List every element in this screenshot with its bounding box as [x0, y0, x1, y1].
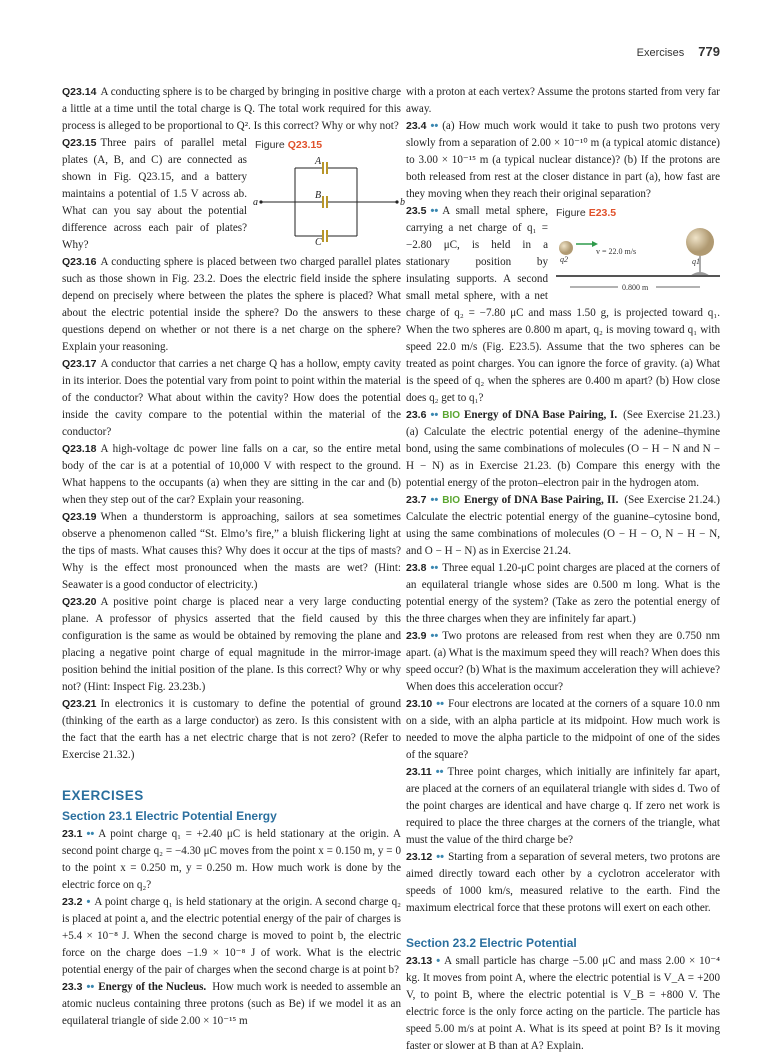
- exercise: [406, 203, 720, 407]
- sphere-q2: [559, 241, 573, 255]
- exercise-text: A small metal sphere, carrying a net charge of q₁ = −2.80 μC, is held in a stationary position by insulating supports. A second small metal sphere, with a net charge of q₂ = −7.80 μC and mass 1.50 g, is projected toward q₁. When the two spheres are 0.800 m apart, q₂ is moving toward q₁ with speed 22.0 m/s (Fig. E23.5). Assume that the two spheres can be treated as point charges. You can ignore the force of gravity. (a) What is the speed of q₂ when the spheres are 0.400 m apart? (b) How close does q₂ get to q₁?: [406, 205, 720, 404]
- circuit-diagram: [255, 154, 405, 246]
- exercise-text: Two protons are released from rest when they are 0.750 nm apart. (a) What is the maximum speed they will reach? When does this speed occur? (b) What is the maximum acceleration they will achieve? When does this acceleration occur?: [406, 630, 720, 693]
- difficulty-dots: ••: [430, 120, 439, 132]
- sphere-q1: [686, 228, 714, 256]
- exercises-heading: EXERCISES: [62, 788, 144, 803]
- exercise-number: 23.4: [406, 120, 427, 132]
- exercise-text: Four electrons are located at the corners of a square 10.0 nm on a side, with an alpha particle at its midpoint. How much work is needed to move the alpha particle to the midpoint of one of the sides of the square?: [406, 698, 720, 761]
- exercise-number: 23.9: [406, 630, 427, 642]
- question-text: In electronics it is customary to define the potential of ground (thinking of the earth as a large conductor) as zero. Is this consistent with the fact that the earth has a net electric charge that is not zero? (Refer to Exercise 21.32.): [62, 698, 401, 761]
- question-text: When a thunderstorm is approaching, sailors at sea sometimes observe a phenomenon called “St. Elmo’s fire,” a bluish flickering light at the tips of masts. What causes this? Why does it occur at the tips of masts? Why is the effect most pronounced when the masts are wet? (Hint: Seawater is a good conductor of electricity.): [62, 511, 401, 591]
- running-header: [637, 44, 720, 59]
- figure-q23-15: [253, 137, 405, 248]
- exercise-text: A small particle has charge −5.00 μC and mass 2.00 × 10⁻⁴ kg. It moves from point A, where the electric potential is V_A = +200 V, to point B, where the electric potential is V_B = +800 V. The electric force is the only force acting on the particle. The particle has speed 5.00 m/s at point A. What is its speed at point B? Is it moving faster or slower at B than at A? Explain.: [406, 955, 720, 1052]
- exercise-text: Three point charges, which initially are infinitely far apart, are placed at the corners of an equilateral triangle with sides d. Two of the point charges are identical and have charge q. If zero net work is required to place the three charges at the corners of the triangle, what must the value of the third charge be?: [406, 766, 720, 846]
- question-text: Three pairs of parallel metal plates (A, B, and C) are connected as shown in Fig. Q23.15, and a battery maintains a potential of 1.5 V across ab. What can you say about the potential difference across each pair of plates? Why?: [62, 137, 247, 251]
- difficulty-dots: ••: [436, 851, 445, 863]
- exercise: [406, 492, 720, 560]
- exercise: [406, 407, 720, 492]
- difficulty-dots: ••: [86, 981, 95, 993]
- question: [62, 135, 405, 254]
- exercise-text: (a) How much work would it take to push two protons very slowly from a separation of 2.00 × 10⁻¹⁰ m (a typical atomic distance) to 3.00 × 10⁻¹⁵ m (a typical nuclear distance)? (b) If the protons are both released from rest at the closer distance in part (a), how fast are they moving when they reach their original separation?: [406, 120, 720, 200]
- question: [62, 696, 401, 764]
- exercise-number: 23.6: [406, 409, 427, 421]
- question-number: Q23.21: [62, 698, 97, 710]
- bio-tag: BIO: [442, 410, 460, 421]
- exercise-text: How much work is needed to assemble an atomic nucleus containing three protons (such as Be) if we model it as an equilateral triangle of side 2.00 × 10⁻¹⁵ m: [62, 981, 401, 1027]
- difficulty-dots: ••: [430, 494, 439, 506]
- exercise-title: Energy of DNA Base Pairing, I.: [464, 409, 618, 421]
- exercise: [62, 894, 401, 979]
- question-number: Q23.14: [62, 86, 97, 98]
- exercise-text: A point charge q₁ is held stationary at the origin. A second charge q₂ is placed at point a, and the electric potential energy of the pair of charges is +5.4 × 10⁻⁸ J. When the second charge is moved to point b, the electric force on the charge does −1.9 × 10⁻⁸ J of work. What is the electric potential energy of the pair of charges when the second charge is at point b?: [62, 896, 401, 976]
- exercise: [406, 953, 720, 1055]
- figure-label: Figure: [255, 139, 285, 151]
- question-text: A positive point charge is placed near a very large conducting plane. A professor of physics asserted that the field caused by this configuration is the same as would be obtained by removing the plane and placing a negative point charge of equal magnitude in the mirror-image position behind the initial position of the plane. Is this correct? Why or why not? (Hint: Inspect Fig. 23.23b.): [62, 596, 401, 693]
- question-text: A conducting sphere is to be charged by bringing in positive charge a little at a time until the total charge is Q. The total work required for this process is alleged to be proportional to Q². Is this correct? Why or why not?: [62, 86, 401, 132]
- exercise-number: 23.5: [406, 205, 427, 217]
- exercise-number: 23.12: [406, 851, 433, 863]
- exercise-number: 23.8: [406, 562, 427, 574]
- exercise-number: 23.13: [406, 955, 433, 967]
- question: [62, 441, 401, 509]
- difficulty-dots: •: [436, 955, 441, 967]
- exercise-title: Energy of the Nucleus.: [98, 981, 207, 993]
- difficulty-dots: ••: [430, 409, 439, 421]
- question-number: Q23.20: [62, 596, 97, 608]
- difficulty-dots: ••: [430, 562, 439, 574]
- exercise-text: (See Exercise 21.24.) Calculate the electric potential energy of the guanine–cytosine bond, using the same combinations of molecules (O − H − O, N − H − N, and O − H − N) as in Exercise 21.24.: [406, 494, 720, 557]
- exercise-title: Energy of DNA Base Pairing, II.: [464, 494, 619, 506]
- exercise-text: Starting from a separation of several meters, two protons are aimed directly toward each other by a cyclotron accelerator with speeds of 1000 km/s, measured relative to the earth. Find the maximum electrical force that these protons will exert on each other.: [406, 851, 720, 914]
- terminal-b-label: b: [400, 197, 405, 208]
- question: [62, 356, 401, 441]
- exercise-number: 23.10: [406, 698, 433, 710]
- exercise-text: A point charge q₁ = +2.40 μC is held stationary at the origin. A second point charge q₂ = −4.30 μC moves from the point x = 0.150 m, y = 0 to the point x = 0.250 m, y = 0.250 m. How much work is done by the electric force on q₂?: [62, 828, 401, 891]
- section-heading: Section 23.2 Electric Potential: [406, 936, 577, 950]
- exercise-number: 23.7: [406, 494, 427, 506]
- exercise-number: 23.1: [62, 828, 83, 840]
- difficulty-dots: ••: [430, 205, 439, 217]
- exercise: [62, 979, 401, 1030]
- exercise: [406, 696, 720, 764]
- figure-number: Q23.15: [287, 139, 323, 151]
- q2-label: q2: [560, 255, 568, 264]
- exercise: [406, 560, 720, 628]
- exercise: [62, 826, 401, 894]
- question-number: Q23.18: [62, 443, 97, 455]
- exercise-number: 23.3: [62, 981, 83, 993]
- exercise: [406, 764, 720, 849]
- difficulty-dots: •: [86, 896, 91, 908]
- question-number: Q23.17: [62, 358, 97, 370]
- q1-label: q1: [692, 257, 700, 266]
- question-number: Q23.15: [62, 137, 97, 149]
- plate-b-label: B: [315, 190, 322, 201]
- exercise: [406, 628, 720, 696]
- header-section: Exercises: [636, 47, 685, 59]
- question-text: A high-voltage dc power line falls on a car, so the entire metal body of the car is at a potential of 10,000 V with respect to the ground. What happens to the occupants (a) when they are sitting in the car and (b) when they step out of the car? Explain your reasoning.: [62, 443, 401, 506]
- exercise: [406, 118, 720, 203]
- page-number: 779: [698, 44, 720, 59]
- plate-c-label: C: [315, 237, 322, 248]
- right-column: [406, 84, 720, 1055]
- exercise-number: 23.11: [406, 766, 432, 778]
- bio-tag: BIO: [442, 495, 460, 506]
- figure-caption: [556, 207, 616, 219]
- distance-label: 0.800 m: [622, 283, 649, 292]
- figure-caption: [255, 139, 322, 151]
- question-text: A conductor that carries a net charge Q has a hollow, empty cavity in its interior. Does the potential vary from point to point within the material of the conductor? What about within the cavity? How does the potential inside the cavity compare to the potential within the material of the conductor?: [62, 358, 401, 438]
- spheres-diagram: [556, 222, 720, 298]
- terminal-a-label: a: [253, 197, 258, 208]
- difficulty-dots: ••: [435, 766, 444, 778]
- difficulty-dots: ••: [86, 828, 95, 840]
- velocity-label: v = 22.0 m/s: [596, 247, 637, 256]
- difficulty-dots: ••: [430, 630, 439, 642]
- exercise-continuation: with a proton at each vertex? Assume the protons started from very far away.: [406, 86, 720, 115]
- left-column: [62, 84, 405, 1030]
- exercise-number: 23.2: [62, 896, 83, 908]
- figure-number: E23.5: [588, 207, 617, 219]
- question: [62, 254, 401, 356]
- exercise: [406, 849, 720, 917]
- question: [62, 84, 401, 135]
- question-number: Q23.19: [62, 511, 97, 523]
- question: [62, 509, 401, 594]
- plate-a-label: A: [315, 156, 322, 167]
- question: [62, 594, 401, 696]
- figure-label: Figure: [556, 207, 586, 219]
- question-number: Q23.16: [62, 256, 97, 268]
- exercise-text: Three equal 1.20-μC point charges are placed at the corners of an equilateral triangle whose sides are 0.500 m long. What is the potential energy of the system? (Take as zero the potential energy of the three charges when they are infinitely far apart.): [406, 562, 720, 625]
- question-text: A conducting sphere is placed between two charged parallel plates such as those shown in Fig. 23.2. Does the electric field inside the sphere depend on precisely where between the plates the sphere is placed? What about the electric potential inside the sphere? Do the answers to these questions depend on whether or not there is a net charge on the sphere? Explain your reasoning.: [62, 256, 401, 353]
- exercise-text: (See Exercise 21.23.) (a) Calculate the electric potential energy of the adenine–thymine bond, using the same combinations of molecules (O − H − N and N − H − N) as in Exercise 21.23. (b) Compare this energy with the potential energy of the proton–electron pair in the hydrogen atom.: [406, 409, 720, 489]
- section-heading: Section 23.1 Electric Potential Energy: [62, 809, 277, 823]
- figure-e23-5: [556, 205, 720, 297]
- difficulty-dots: ••: [436, 698, 445, 710]
